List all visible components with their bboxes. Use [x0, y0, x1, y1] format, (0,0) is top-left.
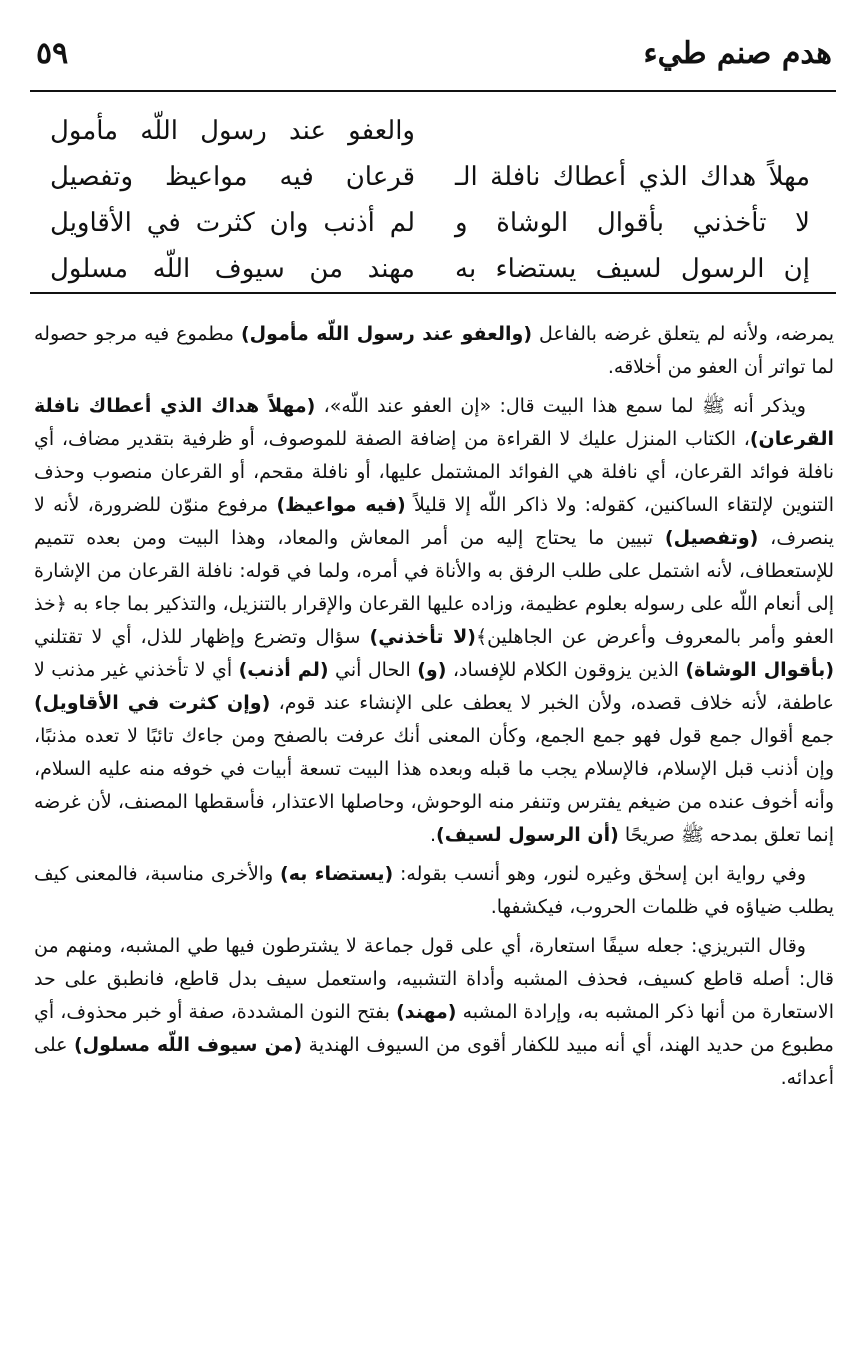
- quoted-verse: (بأقوال الوشاة): [685, 659, 835, 681]
- quoted-verse: (و): [417, 659, 447, 681]
- text-run: تبيين ما يحتاج إليه من أمر المعاش والمعاد، وهذا البيت ومن بعده تتميم للإستعطاف، لأنه اشتمل على طلب الرفق به والأناة في أمره، ولما في قوله: نافلة القرعان من الإشارة إلى أنعام اللّه على رسوله بعلوم عظيمة، وزاده عليها القرعان والإقرار بالتنزيل، والتذكير بما جاء به ﴿خذ العفو وأمر بالمعروف وأعرض عن الجاهلين﴾: [34, 527, 835, 648]
- quoted-verse: (وتفصيل): [664, 527, 759, 549]
- poem-block: [50, 108, 820, 292]
- text-run: الذين يزوقون الكلام للإفساد،: [446, 659, 686, 681]
- text-run: وفي رواية ابن إسحٰق وغيره لنور، وهو أنسب بقوله:: [393, 863, 806, 885]
- page-header: [30, 22, 836, 84]
- quoted-verse: (لا تأخذني): [369, 626, 476, 648]
- poem-hemistich-second: لم أذنب وان كثرت في الأقاويل: [50, 208, 415, 238]
- quoted-verse: (والعفو عند رسول اللّه مأمول): [241, 323, 533, 345]
- text-run: .: [430, 824, 437, 846]
- commentary-paragraph: [34, 390, 834, 852]
- quoted-verse: (فيه مواعيظ): [276, 494, 406, 516]
- commentary-paragraph: [34, 858, 834, 924]
- text-run: وقال التبريزي: جعله سيفًا استعارة، أي على قول جماعة لا يشترطون فيها طي المشبه، ومنهم من قال: أصله قاطع كسيف، فحذف المشبه وأداة التشبيه، واستعمل سيف بدل قاطع، فانطبق على حد الاستعارة من أنها ذكر المشبه به، وإرادة المشبه: [34, 935, 834, 1023]
- poem-hemistich-second: والعفو عند رسول اللّه مأمول: [50, 116, 415, 146]
- text-run: ويذكر أنه ﷺ لما سمع هذا البيت قال: «إن العفو عند اللّه»،: [315, 395, 806, 417]
- quoted-verse: (من سيوف اللّه مسلول): [74, 1034, 303, 1056]
- text-run: على أعدائه.: [34, 1034, 834, 1089]
- text-run: يمرضه، ولأنه لم يتعلق غرضه بالفاعل: [532, 323, 834, 345]
- page-number: ٥٩: [36, 35, 69, 71]
- poem-rule: [30, 292, 836, 294]
- commentary-paragraph: [34, 930, 834, 1095]
- quoted-verse: (لم أذنب): [238, 659, 329, 681]
- running-title: هدم صنم طيء: [643, 35, 832, 71]
- text-run: مرفوع منوّن للضرورة، لأنه لا ينصرف،: [34, 494, 834, 549]
- poem-line: [50, 154, 820, 200]
- text-run: بفتح النون المشددة، صفة أو خبر محذوف، أي مطبوع من حديد الهند، أي أنه مبيد للكفار أقوى من السيوف الهندية: [34, 1001, 834, 1056]
- commentary-body: [34, 318, 834, 1101]
- quoted-verse: (مهلاً هداك الذي أعطاك نافلة القرعان): [34, 395, 834, 450]
- commentary-paragraph: [34, 318, 834, 384]
- poem-line: [50, 108, 820, 154]
- poem-hemistich-first: مهلاً هداك الذي أعطاك نافلة الـ: [455, 162, 810, 192]
- text-run: جمع أقوال جمع قول فهو جمع الجمع، وكأن المعنى أنك عرفت بالصفح ومن جاءك تائبًا لا تعده مذنبًا، وإن أذنب قبل الإسلام، فالإسلام يجب ما قبله وبعده هذا البيت تسعة أبيات في خوفه منه عليه السلام، وأنه أخوف عنده من ضيغم يفترس وتنفر منه الوحوش، وحاصلها الاعتذار، فأسقطها المصنف، لأن غرضه إنما تعلق بمدحه ﷺ صريحًا: [34, 725, 834, 846]
- text-run: أي لا تأخذني غير مذنب لا عاطفة، لأنه خلاف قصده، ولأن الخبر لا يعطف على الإنشاء عند قوم،: [34, 659, 834, 714]
- text-run: مطموع فيه مرجو حصوله لما تواتر أن العفو من أخلاقه.: [34, 323, 834, 378]
- quoted-verse: (مهند): [396, 1001, 457, 1023]
- quoted-verse: (أن الرسول لسيف): [436, 824, 619, 846]
- text-run: والأخرى مناسبة، فالمعنى كيف يطلب ضياؤه في ظلمات الحروب، فيكشفها.: [34, 863, 834, 918]
- text-run: الحال أني: [328, 659, 418, 681]
- poem-hemistich-first: لا تأخذني بأقوال الوشاة و: [455, 208, 810, 238]
- text-run: سؤال وتضرع وإظهار للذل، أي لا تقتلني: [34, 626, 370, 648]
- poem-hemistich-second: قرعان فيه مواعيظ وتفصيل: [50, 162, 415, 192]
- quoted-verse: (يستضاء به): [280, 863, 394, 885]
- header-rule: [30, 90, 836, 92]
- quoted-verse: (وإن كثرت في الأقاويل): [34, 692, 271, 714]
- poem-hemistich-first: إن الرسول لسيف يستضاء به: [455, 254, 810, 284]
- poem-line: [50, 246, 820, 292]
- text-run: ، الكتاب المنزل عليك لا القراءة من إضافة الصفة للموصوف، أو ظرفية بتقدير مضاف، أي نافلة فوائد القرعان، أي نافلة هي الفوائد المشتمل عليها، أو نافلة مقحم، أو القرعان منصوب وحذف التنوين لإلتقاء الساكنين، كقوله: ولا ذاكر اللّه إلا قليلاً: [34, 428, 834, 516]
- poem-line: [50, 200, 820, 246]
- poem-hemistich-second: مهند من سيوف اللّه مسلول: [50, 254, 415, 284]
